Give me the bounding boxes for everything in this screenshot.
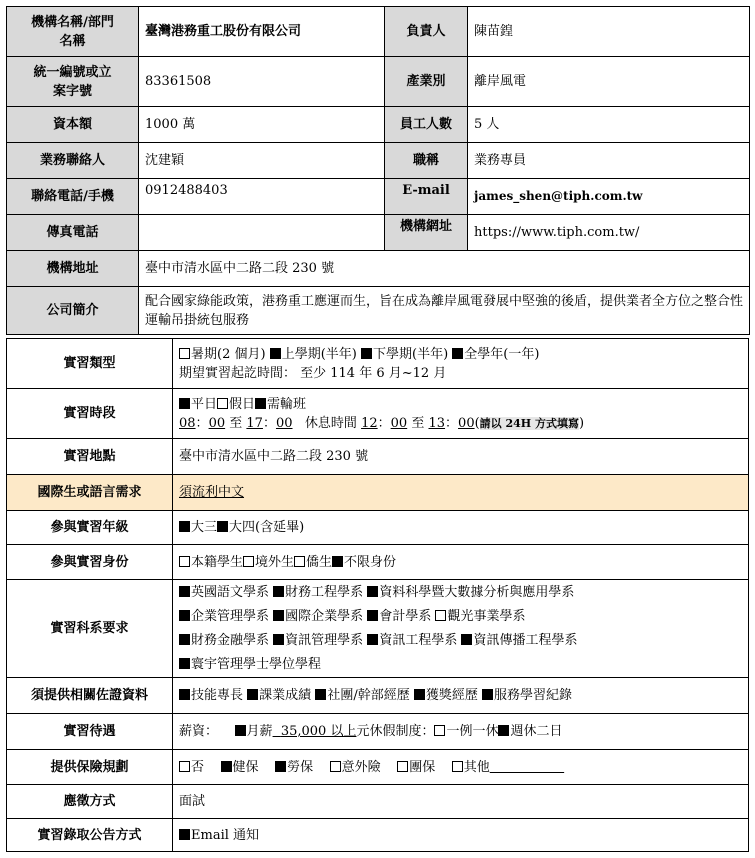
dept-checkbox[interactable] [461,634,472,645]
org-info-table [6,6,750,335]
grade-checkbox[interactable] [179,521,190,532]
docs-options [173,678,749,714]
notify-checkbox[interactable] [179,829,190,840]
dept-checkbox[interactable] [273,634,284,645]
org-name-label: 機構名稱/部門名稱 [7,7,139,57]
identity-option-label: 本籍學生 [191,554,244,570]
grade-label: 參與實習年級 [7,511,173,545]
dept-label: 實習科系要求 [7,580,173,678]
dept-option-label: 英國語文學系 [191,584,270,600]
dept-checkbox[interactable] [273,586,284,597]
dept-option-label: 資訊管理學系 [285,632,364,648]
dept-row [179,629,748,653]
language-label: 國際生或語言需求 [7,475,173,511]
intern-place-label: 實習地點 [7,439,173,475]
identity-label: 參與實習身份 [7,545,173,580]
intern-type-checkbox[interactable] [361,348,372,359]
phone-value: 0912488403 [139,179,385,215]
language-value: 須流利中文 [173,475,749,511]
website-value[interactable]: https://www.tiph.com.tw/ [468,215,750,251]
pay-opt2-checkbox[interactable] [498,725,509,736]
contact-value: 沈建穎 [139,143,385,179]
dept-option-label: 財務金融學系 [191,632,270,648]
notify-label: 實習錄取公告方式 [7,819,173,852]
staff-value: 5 人 [468,107,750,143]
intern-hours: 08：00 至 17：00 休息時間 12：00 至 13：00(請以 24H 方式填寫) [179,415,585,431]
fax-value [139,215,385,251]
docs-checkbox[interactable] [482,689,493,700]
intern-type-checkbox[interactable] [452,348,463,359]
intern-type-option-label: 暑期(2 個月) [191,346,266,362]
docs-checkbox[interactable] [179,689,190,700]
email-value: james_shen@tiph.com.tw [468,179,750,215]
insurance-option-label: 否 [191,759,205,775]
staff-label: 員工人數 [385,107,468,143]
docs-checkbox[interactable] [414,689,425,700]
insurance-option-label: 勞保 [287,759,314,775]
address-label: 機構地址 [7,251,139,287]
grade-option-label: 大四(含延畢) [229,520,305,535]
insurance-checkbox[interactable] [221,761,232,772]
insurance-option-label: 意外險 [341,759,381,775]
intern-time-label: 實習時段 [7,389,173,439]
identity-option-label: 僑生 [306,554,333,570]
apply-label: 應徵方式 [7,785,173,819]
insurance-checkbox[interactable] [275,761,286,772]
intern-type-option-label: 全學年(一年) [464,346,540,362]
owner-label: 負責人 [385,7,468,57]
insurance-label: 提供保險規劃 [7,750,173,785]
notify-value: Email 通知 [173,819,749,852]
dept-checkbox[interactable] [367,610,378,621]
dept-option-label: 寰宇管理學士學位學程 [191,656,322,672]
taxid-label: 統一編號或立案字號 [7,57,139,107]
taxid-value: 83361508 [139,57,385,107]
capital-label: 資本額 [7,107,139,143]
intern-type-checkbox[interactable] [270,348,281,359]
dept-row [179,605,748,629]
insurance-checkbox[interactable] [330,761,341,772]
pay-opt1-checkbox[interactable] [434,725,445,736]
insurance-option-label: 健保 [232,759,259,775]
pay-monthly-checkbox[interactable] [235,725,246,736]
docs-label: 須提供相關佐證資料 [7,678,173,714]
insurance-checkbox[interactable] [452,761,463,772]
apply-value: 面試 [173,785,749,819]
grade-checkbox[interactable] [217,521,228,532]
intern-type-label: 實習類型 [7,339,173,389]
insurance-options [173,750,749,785]
docs-checkbox[interactable] [247,689,258,700]
intern-time-checkbox[interactable] [179,398,190,409]
pay-label: 實習待遇 [7,714,173,750]
intro-label: 公司簡介 [7,287,139,335]
dept-checkbox[interactable] [179,658,190,669]
intern-type-checkbox[interactable] [179,348,190,359]
identity-option-label: 境外生 [255,554,295,570]
intro-value: 配合國家綠能政策，港務重工應運而生，旨在成為離岸風電發展中堅強的後盾，提供業者全方位之整合性運輸吊掛統包服務 [139,287,750,335]
dept-checkbox[interactable] [179,586,190,597]
grade-option-label: 大三 [191,520,218,535]
identity-checkbox[interactable] [332,556,343,567]
insurance-checkbox[interactable] [397,761,408,772]
dept-option-label: 觀光事業學系 [447,608,526,624]
identity-checkbox[interactable] [294,556,305,567]
industry-label: 產業別 [385,57,468,107]
capital-value: 1000 萬 [139,107,385,143]
identity-checkbox[interactable] [179,556,190,567]
internship-table [6,338,749,852]
docs-checkbox[interactable] [315,689,326,700]
dept-checkbox[interactable] [367,586,378,597]
job-title-label: 職稱 [385,143,468,179]
docs-option-label: 社團/幹部經歷 [327,688,410,703]
org-name-value: 臺灣港務重工股份有限公司 [139,7,385,57]
dept-option-label: 資訊工程學系 [379,632,458,648]
intern-type-option-label: 下學期(半年) [373,346,449,362]
dept-checkbox[interactable] [179,610,190,621]
email-label: E-mail [385,179,468,215]
hours-format-note: 請以 24H 方式填寫 [479,416,580,430]
docs-option-label: 技能專長 [191,688,244,703]
dept-option-label: 國際企業學系 [285,608,364,624]
intern-period: 期望實習起訖時間： 至少 114 年 6 月~12 月 [179,365,447,381]
dept-options [173,580,749,678]
identity-checkbox[interactable] [243,556,254,567]
dept-checkbox[interactable] [435,610,446,621]
insurance-option-label: 其他 [463,759,490,775]
dept-checkbox[interactable] [273,610,284,621]
docs-option-label: 課業成績 [259,688,312,703]
dept-option-label: 會計學系 [379,608,432,624]
job-title-value: 業務專員 [468,143,750,179]
address-value: 臺中市清水區中二路二段 230 號 [139,251,750,287]
intern-place-value: 臺中市清水區中二路二段 230 號 [173,439,749,475]
docs-option-label: 服務學習紀錄 [494,688,573,703]
identity-option-label: 不限身份 [344,554,397,570]
owner-value: 陳苗鍠 [468,7,750,57]
docs-option-label: 獲獎經歷 [425,688,478,703]
intern-time-option-label: 平日 [191,396,218,412]
dept-option-label: 資料科學暨大數據分析與應用學系 [379,584,575,600]
intern-type-options [179,345,748,364]
phone-label: 聯絡電話/手機 [7,179,139,215]
intern-time-option-label: 需輪班 [267,396,307,412]
dept-option-label: 資訊傳播工程學系 [473,632,578,648]
dept-checkbox[interactable] [367,634,378,645]
dept-option-label: 企業管理學系 [191,608,270,624]
insurance-other-blank[interactable] [490,760,564,775]
dept-row [179,581,748,605]
intern-time-option-label: 假日 [229,396,256,412]
contact-label: 業務聯絡人 [7,143,139,179]
insurance-option-label: 團保 [409,759,436,775]
dept-row [179,653,748,677]
dept-checkbox[interactable] [179,634,190,645]
intern-time-checkbox[interactable] [217,398,228,409]
identity-options [173,545,749,580]
intern-type-option-label: 上學期(半年) [281,346,357,362]
intern-time-checkbox[interactable] [255,398,266,409]
intern-time-options [179,395,748,414]
insurance-checkbox[interactable] [179,761,190,772]
industry-value: 離岸風電 [468,57,750,107]
dept-option-label: 財務工程學系 [285,584,364,600]
grade-options [173,511,749,545]
pay-value: 薪資： 月薪 35,000 以上元休假制度： 一例一休 週休二日 [173,714,749,750]
website-label: 機構網址 [385,215,468,251]
fax-label: 傳真電話 [7,215,139,251]
